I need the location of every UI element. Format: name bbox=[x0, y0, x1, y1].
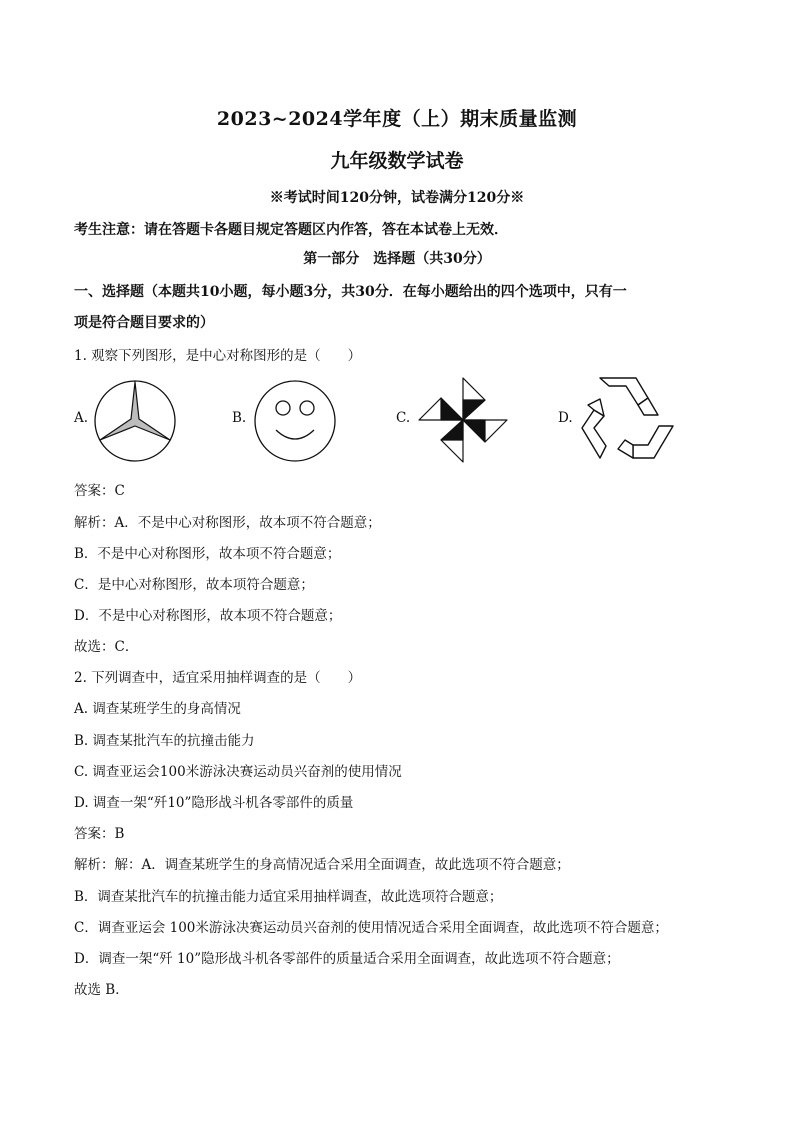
q2-option-b: B. 调查某批汽车的抗撞击能力 bbox=[74, 733, 255, 749]
q1-option-c-label: C. bbox=[396, 410, 411, 426]
section-instruction-line2: 项是符合题目要求的） bbox=[74, 315, 214, 331]
q2-analysis-line3: C．调查亚运会 100米游泳决赛运动员兴奋剂的使用情况适合采用全面调查，故此选项不符合题意； bbox=[74, 920, 668, 936]
q1-analysis-line2: B．不是中心对称图形，故本项不符合题意； bbox=[74, 546, 341, 562]
q1-analysis-line1: 解析：A．不是中心对称图形，故本项不符合题意； bbox=[74, 515, 381, 531]
q1-option-b-label: B. bbox=[232, 410, 247, 426]
mercedes-circle-icon bbox=[92, 378, 178, 464]
q1-option-a-label: A. bbox=[74, 410, 89, 426]
q1-option-d-label: D. bbox=[558, 410, 573, 426]
pinwheel-icon bbox=[416, 374, 510, 466]
q2-analysis-line4: D．调查一架“歼 10”隐形战斗机各零部件的质量适合采用全面调查，故此选项不符合题意； bbox=[74, 951, 620, 967]
q1-analysis-line3: C．是中心对称图形，故本项符合题意； bbox=[74, 577, 314, 593]
q2-option-d: D. 调查一架“歼10”隐形战斗机各零部件的质量 bbox=[74, 795, 354, 811]
time-note: ※考试时间120分钟，试卷满分120分※ bbox=[269, 190, 525, 206]
q2-analysis-line5: 故选 B． bbox=[74, 982, 129, 998]
q2-analysis-line2: B．调查某批汽车的抗撞击能力适宜采用抽样调查，故此选项符合题意； bbox=[74, 889, 503, 905]
recycle-arrows-icon bbox=[578, 374, 676, 464]
smiley-face-icon bbox=[252, 378, 338, 464]
exam-title: 2023~2024学年度（上）期末质量监测 bbox=[216, 108, 578, 130]
q2-analysis-line1: 解析：解：A．调查某班学生的身高情况适合采用全面调查，故此选项不符合题意； bbox=[74, 857, 570, 873]
q1-analysis-line4: D．不是中心对称图形，故本项不符合题意； bbox=[74, 608, 342, 624]
q2-answer: 答案：B bbox=[74, 826, 125, 842]
q1-analysis-line5: 故选：C． bbox=[74, 639, 139, 655]
q2-option-a: A. 调查某班学生的身高情况 bbox=[74, 701, 241, 717]
q2-option-c: C. 调查亚运会100米游泳决赛运动员兴奋剂的使用情况 bbox=[74, 764, 402, 780]
exam-subtitle: 九年级数学试卷 bbox=[330, 150, 464, 172]
q2-stem: 2. 下列调查中，适宜采用抽样调查的是（ ） bbox=[74, 670, 362, 686]
q1-stem: 1. 观察下列图形，是中心对称图形的是（ ） bbox=[74, 348, 362, 364]
part-title: 第一部分 选择题（共30分） bbox=[303, 251, 491, 267]
q1-answer: 答案：C bbox=[74, 483, 125, 499]
section-instruction-line1: 一、选择题（本题共10小题，每小题3分，共30分．在每小题给出的四个选项中，只有一 bbox=[74, 284, 627, 300]
candidate-notice: 考生注意：请在答题卡各题目规定答题区内作答，答在本试卷上无效． bbox=[74, 222, 508, 238]
